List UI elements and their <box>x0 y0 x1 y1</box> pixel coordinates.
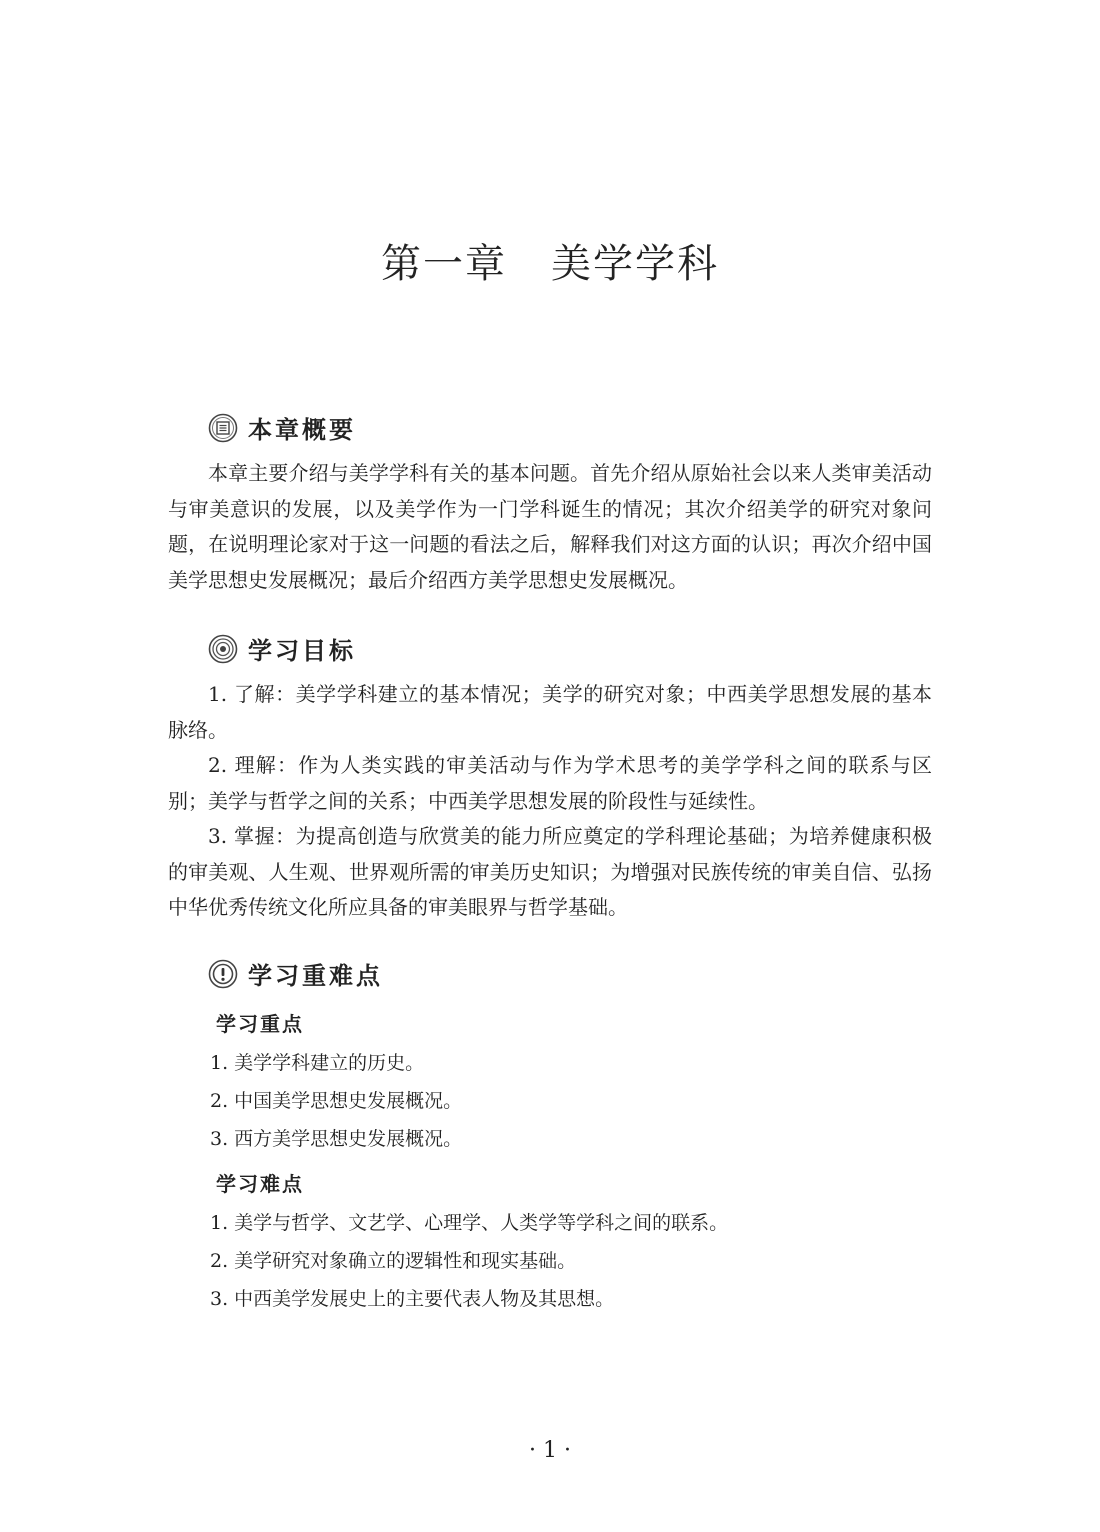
difficulties-list <box>210 1204 728 1318</box>
key-points-heading <box>208 956 383 991</box>
key-points-title: 学习重难点 <box>248 962 383 990</box>
overview-title: 本章概要 <box>248 416 356 444</box>
objective-item-3: 3. 掌握：为提高创造与欣赏美的能力所应奠定的学科理论基础；为培养健康积极的审美观、人生观、世界观所需的审美历史知识；为增强对民族传统的审美自信、弘扬中华优秀传统文化所应具备的审美眼界与哲学基础。 <box>168 824 932 919</box>
objectives-title: 学习目标 <box>248 637 356 665</box>
overview-heading <box>208 410 356 445</box>
chapter-number: 第一章 <box>381 241 507 287</box>
page-number: · 1 · <box>529 1438 571 1463</box>
list-item: 2. 美学研究对象确立的逻辑性和现实基础。 <box>210 1250 577 1272</box>
book-icon <box>208 413 238 443</box>
chapter-name: 美学学科 <box>551 241 719 287</box>
alert-icon <box>208 959 238 989</box>
difficulties-subtitle: 学习难点 <box>216 1172 304 1196</box>
objective-item-1: 1. 了解：美学学科建立的基本情况；美学的研究对象；中西美学思想发展的基本脉络。 <box>168 682 932 742</box>
focus-subtitle: 学习重点 <box>216 1012 304 1036</box>
objectives-heading <box>208 631 356 666</box>
list-item: 3. 中西美学发展史上的主要代表人物及其思想。 <box>210 1288 615 1310</box>
target-icon <box>208 634 238 664</box>
focus-list <box>210 1044 462 1158</box>
objective-item-2: 2. 理解：作为人类实践的审美活动与作为学术思考的美学学科之间的联系与区别；美学与哲学之间的关系；中西美学思想发展的阶段性与延续性。 <box>168 753 932 813</box>
list-item: 3. 西方美学思想史发展概况。 <box>210 1128 463 1150</box>
list-item: 1. 美学学科建立的历史。 <box>210 1052 425 1074</box>
chapter-title <box>0 232 1100 289</box>
list-item: 2. 中国美学思想史发展概况。 <box>210 1090 463 1112</box>
overview-text: 本章主要介绍与美学学科有关的基本问题。首先介绍从原始社会以来人类审美活动与审美意识的发展，以及美学作为一门学科诞生的情况；其次介绍美学的研究对象问题，在说明理论家对于这一问题的看法之后，解释我们对这方面的认识；再次介绍中国美学思想史发展概况；最后介绍西方美学思想史发展概况。 <box>168 461 932 592</box>
list-item: 1. 美学与哲学、文艺学、心理学、人类学等学科之间的联系。 <box>210 1212 729 1234</box>
